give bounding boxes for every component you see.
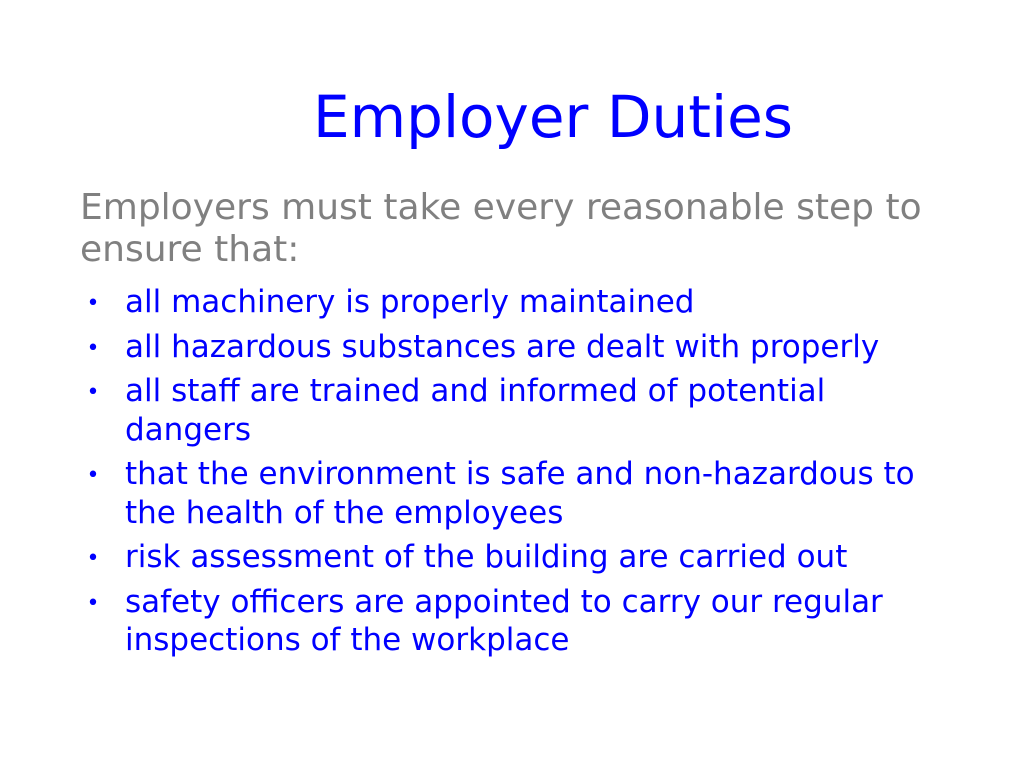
bullet-icon [86,374,100,413]
bullet-text: safety officers are appointed to carry our regular inspections of the workplace [125,583,883,658]
bullet-icon [86,330,100,369]
slide-title: Employer Duties [312,83,794,151]
bullet-text: all staff are trained and informed of potential dangers [125,373,826,448]
bullet-item [86,328,935,367]
bullet-item [86,455,935,532]
bullet-item [86,372,935,449]
intro-text: Employers must take every reasonable step to ensure that: [80,187,922,270]
bullet-text: that the environment is safe and non-hazardous to the health of the employees [125,456,915,531]
bullet-item [86,538,935,577]
bullet-item [86,583,935,660]
bullet-item [86,283,935,322]
bullet-list [86,283,935,666]
bullet-icon [86,457,100,496]
bullet-text: all machinery is properly maintained [125,284,695,320]
bullet-icon [86,540,100,579]
bullet-icon [86,585,100,624]
bullet-text: all hazardous substances are dealt with properly [125,328,880,365]
bullet-icon [86,285,100,324]
bullet-text: risk assessment of the building are carried out [125,539,848,575]
